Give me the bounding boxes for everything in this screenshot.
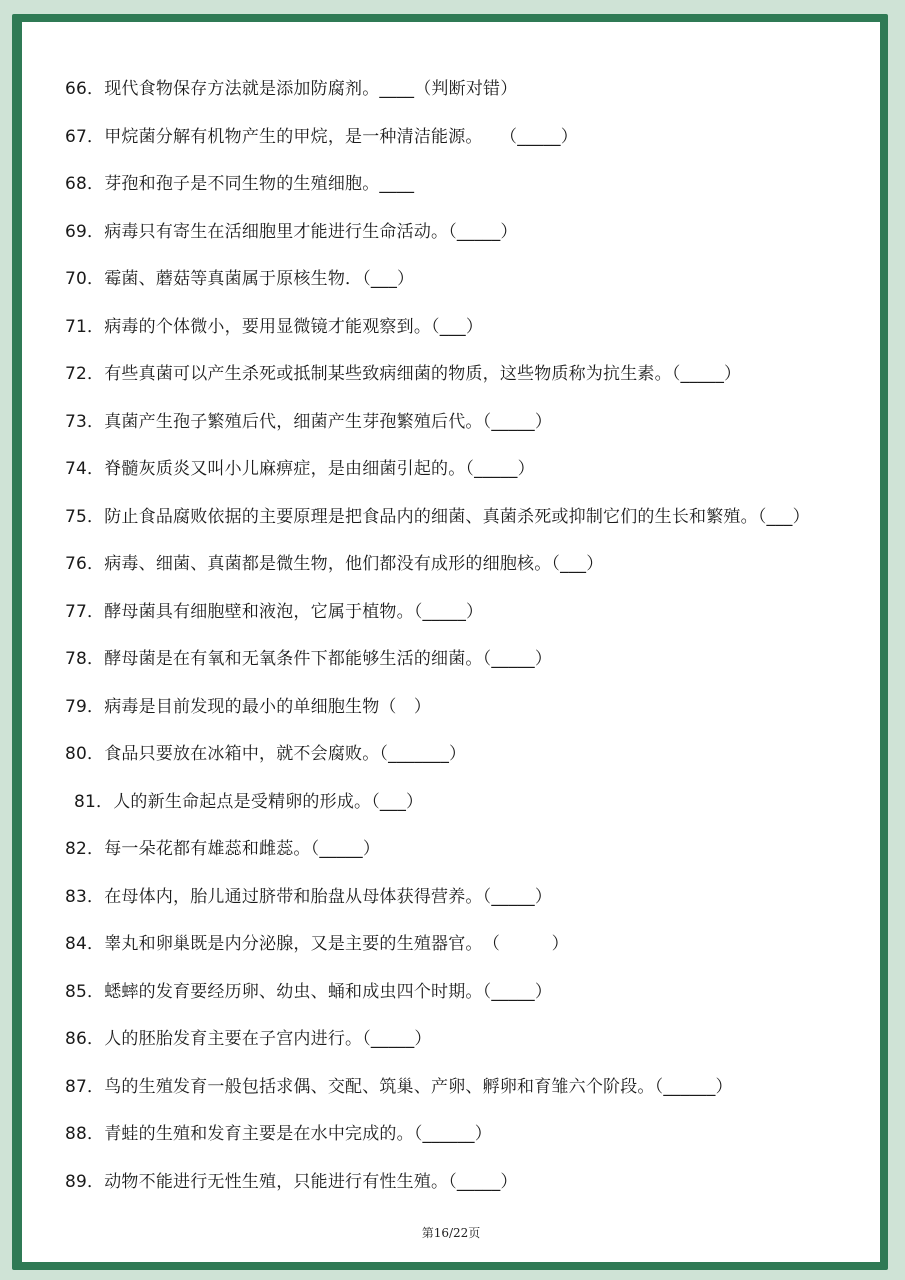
question-item: 85．蟋蟀的发育要经历卵、幼虫、蛹和成虫四个时期。（_____） — [65, 981, 553, 1002]
question-item: 68．芽孢和孢子是不同生物的生殖细胞。____ — [65, 174, 415, 194]
question-item: 69．病毒只有寄生在活细胞里才能进行生命活动。（_____） — [65, 221, 518, 242]
question-item: 79．病毒是目前发现的最小的单细胞生物（ ） — [65, 696, 432, 717]
document-page — [22, 22, 880, 1262]
question-item: 74．脊髓灰质炎又叫小儿麻痹症，是由细菌引起的。（_____） — [65, 459, 535, 479]
question-item: 86．人的胚胎发育主要在子宫内进行。（_____） — [65, 1029, 432, 1049]
question-item: 88．青蛙的生殖和发育主要是在水中完成的。（______） — [65, 1124, 492, 1144]
question-item: 66．现代食物保存方法就是添加防腐剂。____（判断对错） — [65, 79, 518, 99]
page-number: 第16/22页 — [421, 1226, 481, 1240]
question-item: 77．酵母菌具有细胞壁和液泡，它属于植物。（_____） — [65, 601, 484, 622]
question-item: 82．每一朵花都有雄蕊和雌蕊。（_____） — [65, 839, 381, 859]
question-item: 76．病毒、细菌、真菌都是微生物，他们都没有成形的细胞核。（___） — [65, 554, 604, 574]
question-item: 89．动物不能进行无性生殖，只能进行有性生殖。（_____） — [65, 1171, 518, 1192]
question-item: 84．睾丸和卵巢既是内分泌腺，又是主要的生殖器官。 （ ） — [65, 934, 569, 954]
question-item: 67．甲烷菌分解有机物产生的甲烷，是一种清洁能源。 （_____） — [65, 126, 578, 147]
question-item: 73．真菌产生孢子繁殖后代，细菌产生芽孢繁殖后代。（_____） — [65, 411, 553, 432]
question-item: 78．酵母菌是在有氧和无氧条件下都能够生活的细菌。（_____） — [65, 649, 553, 669]
question-item: 83．在母体内，胎儿通过脐带和胎盘从母体获得营养。（_____） — [65, 886, 553, 907]
question-item: 75．防止食品腐败依据的主要原理是把食品内的细菌、真菌杀死或抑制它们的生长和繁殖。（___） — [65, 506, 810, 527]
question-item: 71．病毒的个体微小，要用显微镜才能观察到。（___） — [65, 316, 484, 337]
question-item: 81．人的新生命起点是受精卵的形成。（___） — [74, 791, 424, 812]
question-item: 70．霉菌、蘑菇等真菌属于原核生物．（___） — [65, 269, 415, 289]
question-item: 72．有些真菌可以产生杀死或抵制某些致病细菌的物质，这些物质称为抗生素。（_____） — [65, 364, 742, 384]
question-item: 80．食品只要放在冰箱中，就不会腐败。（_______） — [65, 744, 467, 764]
question-item: 87．鸟的生殖发育一般包括求偶、交配、筑巢、产卵、孵卵和育雏六个阶段。（______） — [65, 1076, 733, 1097]
